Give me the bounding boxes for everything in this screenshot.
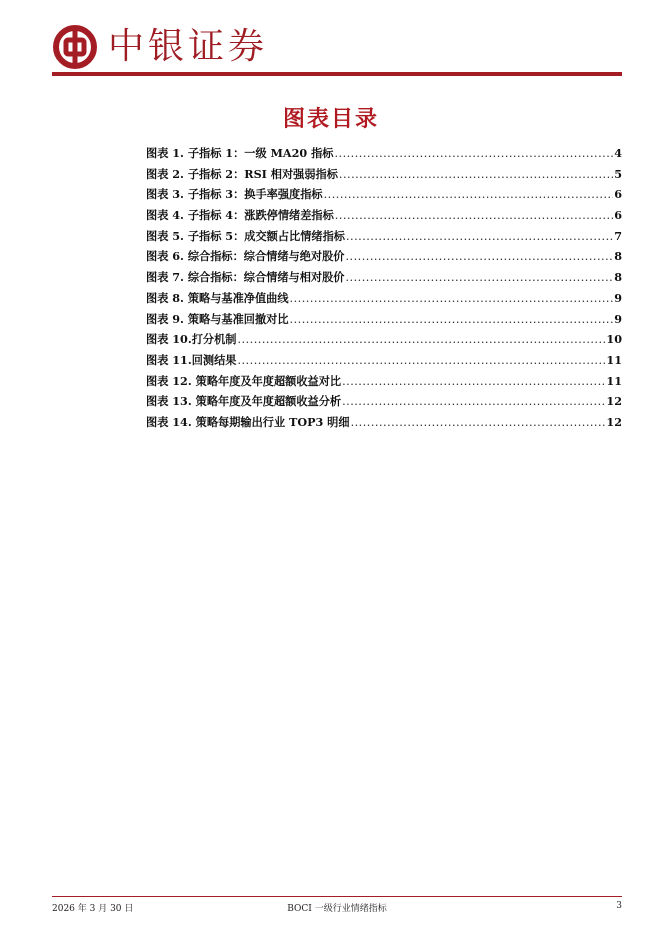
toc-title: 图表目录: [282, 107, 379, 132]
toc-entry-page: 4: [614, 146, 622, 160]
toc-entry[interactable]: [146, 205, 622, 226]
toc-entry-page: 6: [614, 208, 622, 223]
footer-divider: [52, 896, 622, 897]
toc-dot-leader: [290, 310, 614, 331]
toc-entry-page: 9: [614, 311, 622, 326]
toc-entry-label: 图表 6. 综合指标：综合情绪与绝对股价: [146, 249, 345, 264]
toc-dot-leader: [334, 144, 613, 165]
toc-entry[interactable]: [146, 391, 622, 412]
toc-entry-page: 11: [606, 373, 622, 388]
toc-dot-leader: [335, 206, 613, 227]
toc-entry-page: 6: [614, 187, 622, 202]
footer-date: 2026 年 3 月 30 日: [52, 904, 134, 914]
header-divider: [52, 72, 622, 76]
toc-dot-leader: [342, 392, 605, 413]
toc-entry-label: 图表 11.回测结果: [146, 352, 237, 367]
page-header: [52, 22, 268, 72]
brand-name: 中银证券: [108, 26, 269, 67]
toc-entry[interactable]: [146, 350, 622, 371]
toc-entry[interactable]: [146, 288, 622, 309]
toc-entry[interactable]: [146, 371, 622, 392]
toc-entry[interactable]: [146, 329, 622, 350]
toc-dot-leader: [339, 165, 613, 186]
toc-entry-page: 10: [606, 332, 622, 347]
toc-dot-leader: [237, 351, 605, 372]
toc-dot-leader: [345, 247, 613, 268]
toc-entry-page: 9: [614, 290, 622, 305]
toc-dot-leader: [346, 227, 613, 248]
toc-entry-label: 图表 14. 策略每期输出行业 TOP3 明细: [146, 414, 350, 429]
toc-entry-label: 图表 9. 策略与基准回撤对比: [146, 311, 289, 326]
toc-entry-label: 图表 8. 策略与基准净值曲线: [146, 290, 289, 305]
toc-entry-page: 7: [614, 228, 622, 243]
toc-dot-leader: [324, 185, 614, 206]
toc-dot-leader: [342, 372, 605, 393]
toc-dot-leader: [237, 330, 605, 351]
bank-of-china-logo-icon: [52, 24, 98, 70]
toc-entry-label: 图表 2. 子指标 2：RSI 相对强弱指标: [146, 166, 338, 181]
toc-entry-label: 图表 5. 子指标 5：成交额占比情绪指标: [146, 228, 345, 243]
toc-entry[interactable]: [146, 246, 622, 267]
toc-entry-page: 12: [606, 394, 622, 409]
toc-entry-page: 8: [614, 270, 622, 285]
toc-entry[interactable]: [146, 184, 622, 205]
toc-entry[interactable]: [146, 267, 622, 288]
toc-entry-label: 图表 13. 策略年度及年度超额收益分析: [146, 394, 342, 409]
toc-entry[interactable]: [146, 226, 622, 247]
toc-entry-label: 图表 7. 综合指标：综合情绪与相对股价: [146, 270, 345, 285]
toc-dot-leader: [345, 268, 613, 289]
toc-entry-label: 图表 3. 子指标 3：换手率强度指标: [146, 187, 323, 202]
toc-entry-label: 图表 10.打分机制: [146, 332, 237, 347]
toc-entry-page: 12: [606, 414, 622, 429]
toc-entry[interactable]: [146, 412, 622, 433]
toc-entry-label: 图表 12. 策略年度及年度超额收益对比: [146, 373, 342, 388]
toc-entry-label: 图表 1. 子指标 1：一级 MA20 指标: [146, 146, 334, 160]
footer-page-number: 3: [616, 901, 622, 911]
footer-report-title: BOCI 一级行业情绪指标: [287, 904, 387, 914]
toc-entry-page: 8: [614, 249, 622, 264]
toc-entry-page: 5: [614, 166, 622, 181]
toc-entry[interactable]: [146, 164, 622, 185]
toc-entry-label: 图表 4. 子指标 4：涨跌停情绪差指标: [146, 208, 334, 223]
toc-entry[interactable]: [146, 143, 622, 164]
toc-dot-leader: [351, 413, 606, 434]
toc-dot-leader: [290, 289, 614, 310]
toc-entry-page: 11: [606, 352, 622, 367]
toc-entry[interactable]: [146, 309, 622, 330]
toc-list: [146, 143, 622, 433]
